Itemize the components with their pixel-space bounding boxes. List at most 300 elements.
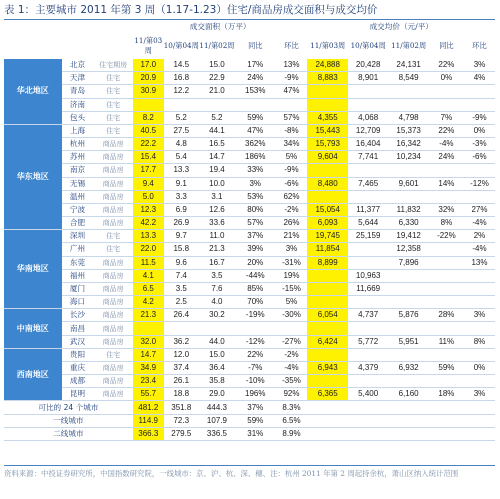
value-cell: -4% <box>464 243 495 256</box>
col-header: 11/第03周 <box>310 41 346 50</box>
value-cell: 14% <box>429 177 464 190</box>
city-name: 青岛 <box>62 85 94 98</box>
value-cell: 15,373 <box>388 124 428 137</box>
city-name: 贵阳 <box>62 348 94 361</box>
summary-row <box>4 401 495 414</box>
value-cell: 8% <box>464 335 495 348</box>
value-cell: 21.3 <box>133 309 164 322</box>
value-cell: 25,159 <box>348 230 388 243</box>
value-cell: 5,400 <box>348 388 388 401</box>
property-type: 住宅 <box>93 230 132 243</box>
value-cell: 6,093 <box>307 217 347 230</box>
value-cell: 4,379 <box>348 361 388 374</box>
value-cell: 4.8 <box>164 138 199 151</box>
value-cell: 14.7 <box>199 151 235 164</box>
header-row-cols <box>4 33 495 59</box>
value-cell <box>348 190 388 203</box>
table-row <box>4 85 495 98</box>
value-cell: 2.5 <box>164 296 199 309</box>
value-cell <box>235 98 275 111</box>
city-name: 包头 <box>62 111 94 124</box>
value-cell <box>429 164 464 177</box>
city-name: 福州 <box>62 269 94 282</box>
value-cell: 362% <box>235 138 275 151</box>
value-cell <box>429 282 464 295</box>
value-cell <box>464 296 495 309</box>
value-cell: 7,896 <box>388 256 428 269</box>
summary-value: 444.3 <box>199 401 235 414</box>
value-cell: 19,412 <box>388 230 428 243</box>
value-cell: 7% <box>429 111 464 124</box>
value-cell: 3.5 <box>164 282 199 295</box>
value-cell: -9% <box>276 72 308 85</box>
value-cell: 4,737 <box>348 309 388 322</box>
value-cell <box>307 190 347 203</box>
value-cell: 5.0 <box>133 190 164 203</box>
property-type: 住宅 <box>93 85 132 98</box>
city-name: 宁波 <box>62 203 94 216</box>
value-cell: 17.7 <box>133 164 164 177</box>
city-name: 南昌 <box>62 322 94 335</box>
value-cell: 34.9 <box>133 361 164 374</box>
value-cell: -19% <box>235 309 275 322</box>
value-cell: 18% <box>429 388 464 401</box>
value-cell: 57% <box>276 111 308 124</box>
value-cell: -12% <box>464 177 495 190</box>
value-cell: 22% <box>429 59 464 72</box>
property-type: 商品房 <box>93 217 132 230</box>
value-cell <box>429 190 464 203</box>
value-cell: 24% <box>235 72 275 85</box>
value-cell: 6,160 <box>388 388 428 401</box>
value-cell: -7% <box>235 361 275 374</box>
value-cell: 196% <box>235 388 275 401</box>
city-name: 深圳 <box>62 230 94 243</box>
property-type: 商品房 <box>93 203 132 216</box>
summary-value: 6.5% <box>276 414 308 427</box>
property-type: 商品房 <box>93 282 132 295</box>
value-cell: 13.3 <box>164 164 199 177</box>
value-cell: 12.2 <box>164 85 199 98</box>
value-cell: 29.0 <box>199 388 235 401</box>
value-cell: 4,355 <box>307 111 347 124</box>
value-cell: 16.8 <box>164 72 199 85</box>
value-cell <box>429 348 464 361</box>
value-cell: 11.5 <box>133 256 164 269</box>
price-group-header: 成交均价（元/平） <box>369 21 433 31</box>
property-type: 商品房 <box>93 190 132 203</box>
value-cell: -2% <box>276 203 308 216</box>
value-cell: 27.5 <box>164 124 199 137</box>
value-cell <box>348 375 388 388</box>
value-cell: 12,709 <box>348 124 388 137</box>
header-row-group <box>4 20 495 33</box>
value-cell: 10.0 <box>199 177 235 190</box>
property-type: 商品房 <box>93 322 132 335</box>
value-cell: 12.6 <box>199 203 235 216</box>
value-cell: 33% <box>235 164 275 177</box>
value-cell: 3% <box>464 59 495 72</box>
value-cell <box>133 98 164 111</box>
value-cell <box>388 190 428 203</box>
value-cell: 0% <box>464 124 495 137</box>
value-cell: 3% <box>464 388 495 401</box>
value-cell: 53% <box>235 190 275 203</box>
table-row <box>4 375 495 388</box>
value-cell <box>348 256 388 269</box>
value-cell: 15.0 <box>199 59 235 72</box>
table-row <box>4 361 495 374</box>
value-cell <box>133 322 164 335</box>
value-cell: 37% <box>235 230 275 243</box>
value-cell: 4,068 <box>348 111 388 124</box>
table-bottom-rule <box>4 465 495 466</box>
value-cell: 7.6 <box>199 282 235 295</box>
value-cell: 15.4 <box>133 151 164 164</box>
value-cell: 36.4 <box>199 361 235 374</box>
summary-row <box>4 414 495 427</box>
value-cell <box>464 269 495 282</box>
value-cell: 0% <box>429 72 464 85</box>
value-cell <box>464 98 495 111</box>
value-cell: 62% <box>276 190 308 203</box>
value-cell: -15% <box>276 282 308 295</box>
summary-value: 351.8 <box>164 401 199 414</box>
city-name: 海口 <box>62 296 94 309</box>
col-header: 10/第04周 <box>350 41 386 50</box>
value-cell: 8,480 <box>307 177 347 190</box>
table-row <box>4 269 495 282</box>
value-cell: 2% <box>464 230 495 243</box>
city-name: 广州 <box>62 243 94 256</box>
value-cell: 20.9 <box>133 72 164 85</box>
value-cell: 11,832 <box>388 203 428 216</box>
value-cell <box>429 375 464 388</box>
value-cell: 186% <box>235 151 275 164</box>
value-cell: -12% <box>235 335 275 348</box>
value-cell: 6,424 <box>307 335 347 348</box>
value-cell: 22.9 <box>199 72 235 85</box>
value-cell <box>464 282 495 295</box>
value-cell: 8,883 <box>307 72 347 85</box>
table-row <box>4 348 495 361</box>
value-cell: 17.0 <box>133 59 164 72</box>
value-cell: 10,234 <box>388 151 428 164</box>
summary-value: 8.3% <box>276 401 308 414</box>
value-cell: -27% <box>276 335 308 348</box>
table-row <box>4 203 495 216</box>
property-type: 住宅 <box>93 111 132 124</box>
value-cell: 4.0 <box>199 296 235 309</box>
value-cell <box>388 269 428 282</box>
value-cell: -4% <box>464 217 495 230</box>
value-cell: 8,549 <box>388 72 428 85</box>
summary-label: 二线城市 <box>4 427 133 440</box>
value-cell: 92% <box>276 388 308 401</box>
table-row <box>4 72 495 85</box>
value-cell: 22% <box>235 348 275 361</box>
value-cell: 18.8 <box>164 388 199 401</box>
value-cell: 9.4 <box>133 177 164 190</box>
property-type: 商品房 <box>93 164 132 177</box>
value-cell: 3.1 <box>199 190 235 203</box>
value-cell: 9,604 <box>307 151 347 164</box>
value-cell: 34% <box>276 138 308 151</box>
value-cell: -31% <box>276 256 308 269</box>
table-row <box>4 388 495 401</box>
value-cell: 22.2 <box>133 138 164 151</box>
value-cell: 15,443 <box>307 124 347 137</box>
value-cell: 22% <box>429 124 464 137</box>
region-label: 华南地区 <box>4 230 62 309</box>
value-cell: 23.4 <box>133 375 164 388</box>
table-row <box>4 190 495 203</box>
value-cell <box>429 243 464 256</box>
summary-value: 8.9% <box>276 427 308 440</box>
value-cell: 21.3 <box>199 243 235 256</box>
table-row <box>4 296 495 309</box>
summary-row <box>4 427 495 440</box>
value-cell: 4,798 <box>388 111 428 124</box>
property-type: 住宅 <box>93 72 132 85</box>
value-cell <box>429 322 464 335</box>
value-cell: 15.8 <box>164 243 199 256</box>
value-cell: 32.0 <box>133 335 164 348</box>
region-label: 华东地区 <box>4 124 62 229</box>
value-cell: 9.1 <box>164 177 199 190</box>
value-cell: 19.4 <box>199 164 235 177</box>
property-type: 商品房 <box>93 256 132 269</box>
value-cell: 85% <box>235 282 275 295</box>
city-name: 长沙 <box>62 309 94 322</box>
property-type: 住宅 <box>93 348 132 361</box>
value-cell: 12,358 <box>388 243 428 256</box>
value-cell <box>307 375 347 388</box>
footnote: 资料来源：中投证券研究所，中国指数研究院，一线城市：京、沪、杭、深、穗、注：杭州 2011 年第 2 周起持余杭，萧山区纳入统计范围 <box>4 469 459 478</box>
value-cell: 15.0 <box>199 348 235 361</box>
value-cell: -30% <box>276 309 308 322</box>
value-cell: 27% <box>464 203 495 216</box>
col-header: 同比 <box>439 41 454 50</box>
value-cell: 15,793 <box>307 138 347 151</box>
value-cell: -9% <box>276 164 308 177</box>
value-cell: 6,365 <box>307 388 347 401</box>
value-cell: -3% <box>464 138 495 151</box>
area-group-header: 成交面积（万平） <box>189 21 251 31</box>
value-cell: -22% <box>429 230 464 243</box>
value-cell: 28% <box>429 309 464 322</box>
value-cell: -4% <box>276 361 308 374</box>
value-cell: -10% <box>235 375 275 388</box>
value-cell <box>348 243 388 256</box>
city-name: 成都 <box>62 375 94 388</box>
value-cell: 55.7 <box>133 388 164 401</box>
value-cell: 59% <box>235 111 275 124</box>
value-cell: 11% <box>429 335 464 348</box>
value-cell: 19% <box>276 269 308 282</box>
property-type: 商品房 <box>93 388 132 401</box>
summary-value: 37% <box>235 401 275 414</box>
value-cell: 4.2 <box>133 296 164 309</box>
value-cell: 59% <box>429 361 464 374</box>
property-type: 商品房 <box>93 138 132 151</box>
property-type: 住宅 <box>93 124 132 137</box>
city-name: 杭州 <box>62 138 94 151</box>
summary-value: 279.5 <box>164 427 199 440</box>
value-cell: 0% <box>464 361 495 374</box>
value-cell: -44% <box>235 269 275 282</box>
value-cell <box>429 296 464 309</box>
value-cell <box>388 348 428 361</box>
summary-value: 114.9 <box>133 414 164 427</box>
value-cell <box>429 256 464 269</box>
property-type: 商品房 <box>93 335 132 348</box>
property-type: 住宅 <box>93 98 132 111</box>
value-cell: -8% <box>276 124 308 137</box>
value-cell: 4.1 <box>133 269 164 282</box>
value-cell: 26.1 <box>164 375 199 388</box>
value-cell: 5.4 <box>164 151 199 164</box>
value-cell: 6,932 <box>388 361 428 374</box>
value-cell: 26% <box>276 217 308 230</box>
city-name: 昆明 <box>62 388 94 401</box>
value-cell: 7.4 <box>164 269 199 282</box>
value-cell: 11,377 <box>348 203 388 216</box>
value-cell: 47% <box>276 85 308 98</box>
value-cell <box>307 164 347 177</box>
value-cell: 7,465 <box>348 177 388 190</box>
value-cell: -4% <box>429 138 464 151</box>
value-cell: 11,854 <box>307 243 347 256</box>
value-cell: 12.0 <box>164 348 199 361</box>
value-cell <box>199 322 235 335</box>
value-cell: 5% <box>276 151 308 164</box>
value-cell: 24,888 <box>307 59 347 72</box>
value-cell <box>307 322 347 335</box>
value-cell: -2% <box>276 348 308 361</box>
value-cell: 6.5 <box>133 282 164 295</box>
table-row <box>4 151 495 164</box>
value-cell <box>199 98 235 111</box>
value-cell: 30.9 <box>133 85 164 98</box>
table-row <box>4 217 495 230</box>
region-label: 华北地区 <box>4 59 62 124</box>
col-header: 10/第04周 <box>163 41 199 50</box>
value-cell: 9,601 <box>388 177 428 190</box>
property-type: 商品房 <box>93 361 132 374</box>
value-cell <box>307 282 347 295</box>
value-cell: 11.0 <box>199 230 235 243</box>
col-header: 环比 <box>472 41 487 50</box>
value-cell: 7,741 <box>348 151 388 164</box>
property-type: 商品房 <box>93 151 132 164</box>
property-type: 商品房 <box>93 296 132 309</box>
value-cell: 3% <box>235 177 275 190</box>
value-cell: 40.5 <box>133 124 164 137</box>
value-cell <box>235 322 275 335</box>
value-cell <box>464 85 495 98</box>
value-cell <box>348 296 388 309</box>
value-cell: 3% <box>276 243 308 256</box>
value-cell <box>429 98 464 111</box>
value-cell: 5,951 <box>388 335 428 348</box>
table-row <box>4 243 495 256</box>
value-cell: 13% <box>464 256 495 269</box>
value-cell: 5% <box>276 296 308 309</box>
value-cell <box>388 85 428 98</box>
value-cell: 5.2 <box>164 111 199 124</box>
city-name: 无锡 <box>62 177 94 190</box>
city-name: 厦门 <box>62 282 94 295</box>
city-name: 北京 <box>62 59 94 72</box>
value-cell: 17% <box>235 59 275 72</box>
value-cell <box>388 282 428 295</box>
value-cell: 35.8 <box>199 375 235 388</box>
value-cell: 70% <box>235 296 275 309</box>
city-name: 武汉 <box>62 335 94 348</box>
value-cell: 24% <box>429 151 464 164</box>
value-cell <box>348 98 388 111</box>
value-cell: 5,772 <box>348 335 388 348</box>
summary-value: 72.3 <box>164 414 199 427</box>
value-cell: 26.9 <box>164 217 199 230</box>
value-cell: 26.4 <box>164 309 199 322</box>
value-cell <box>348 322 388 335</box>
table-row <box>4 111 495 124</box>
value-cell: 16,404 <box>348 138 388 151</box>
value-cell: 9.7 <box>164 230 199 243</box>
property-type: 商品房 <box>93 177 132 190</box>
value-cell: 42.2 <box>133 217 164 230</box>
col-header: 环比 <box>284 41 299 50</box>
value-cell: 19,745 <box>307 230 347 243</box>
table-row <box>4 138 495 151</box>
table-row <box>4 164 495 177</box>
value-cell <box>307 296 347 309</box>
value-cell <box>429 269 464 282</box>
col-header: 11/第02周 <box>199 41 235 50</box>
value-cell <box>464 322 495 335</box>
value-cell: 3.3 <box>164 190 199 203</box>
property-type: 商品房 <box>93 309 132 322</box>
value-cell <box>307 269 347 282</box>
summary-value: 481.2 <box>133 401 164 414</box>
value-cell: 80% <box>235 203 275 216</box>
value-cell: 39% <box>235 243 275 256</box>
city-name: 东莞 <box>62 256 94 269</box>
value-cell: 30.2 <box>199 309 235 322</box>
table-row <box>4 98 495 111</box>
value-cell: 5,876 <box>388 309 428 322</box>
city-name: 济南 <box>62 98 94 111</box>
value-cell: 13% <box>276 59 308 72</box>
value-cell: 33.6 <box>199 217 235 230</box>
value-cell <box>388 164 428 177</box>
city-name: 苏州 <box>62 151 94 164</box>
summary-label: 一线城市 <box>4 414 133 427</box>
value-cell: 6.9 <box>164 203 199 216</box>
value-cell: 3% <box>464 309 495 322</box>
value-cell <box>276 98 308 111</box>
value-cell: 153% <box>235 85 275 98</box>
summary-value: 366.3 <box>133 427 164 440</box>
value-cell <box>276 322 308 335</box>
value-cell: 37.4 <box>164 361 199 374</box>
value-cell <box>464 190 495 203</box>
value-cell <box>307 98 347 111</box>
col-header: 11/第02周 <box>391 41 427 50</box>
page-title: 表 1：主要城市 2011 年第 3 周（1.17-1.23）住宅/商品房成交面积与成交均价 <box>4 4 378 16</box>
